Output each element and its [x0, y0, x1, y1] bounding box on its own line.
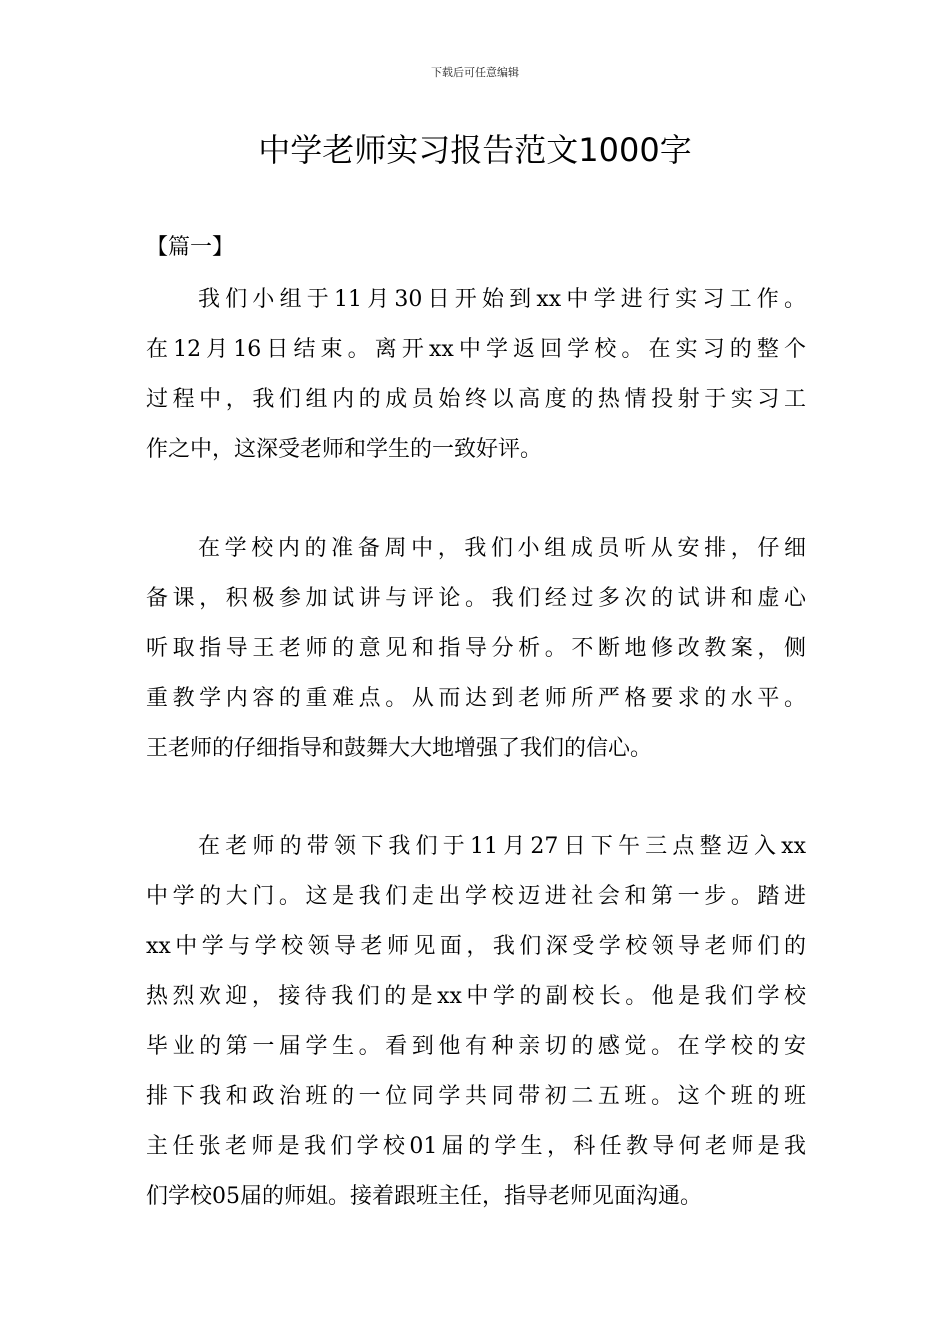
paragraph-line: 中学的大门。这是我们走出学校迈进社会和第一步。踏进 — [146, 884, 806, 909]
paragraph-line: 作之中，这深受老师和学生的一致好评。 — [146, 437, 543, 462]
paragraph-line: 在老师的带领下我们于11月27日下午三点整迈入xx — [198, 834, 806, 859]
paragraph-line: 主任张老师是我们学校01届的学生，科任教导何老师是我 — [146, 1134, 806, 1159]
paragraph-line: 在12月16日结束。离开xx中学返回学校。在实习的整个 — [146, 337, 806, 362]
section-label: 【篇一】 — [146, 235, 235, 260]
document-title: 中学老师实习报告范文1000字 — [258, 131, 692, 169]
paragraph-line: 王老师的仔细指导和鼓舞大大地增强了我们的信心。 — [146, 736, 653, 761]
paragraph-line: xx中学与学校领导老师见面，我们深受学校领导老师们的 — [146, 934, 806, 959]
paragraph-line: 备课，积极参加试讲与评论。我们经过多次的试讲和虚心 — [146, 586, 806, 611]
paragraph-2 — [146, 524, 806, 774]
paragraph-line: 我们小组于11月30日开始到xx中学进行实习工作。 — [198, 287, 806, 312]
paragraph-3 — [146, 822, 806, 1222]
paragraph-line: 排下我和政治班的一位同学共同带初二五班。这个班的班 — [146, 1084, 806, 1109]
paragraph-line: 们学校05届的师姐。接着跟班主任，指导老师见面沟通。 — [146, 1184, 702, 1209]
paragraph-line: 听取指导王老师的意见和指导分析。不断地修改教案，侧 — [146, 636, 806, 661]
paragraph-line: 重教学内容的重难点。从而达到老师所严格要求的水平。 — [146, 686, 806, 711]
paragraph-1 — [146, 275, 806, 475]
paragraph-line: 热烈欢迎，接待我们的是xx中学的副校长。他是我们学校 — [146, 984, 806, 1009]
header-note: 下载后可任意编辑 — [431, 66, 519, 79]
paragraph-line: 毕业的第一届学生。看到他有种亲切的感觉。在学校的安 — [146, 1034, 806, 1059]
paragraph-line: 在学校内的准备周中，我们小组成员听从安排，仔细 — [198, 536, 806, 561]
paragraph-line: 过程中，我们组内的成员始终以高度的热情投射于实习工 — [146, 387, 806, 412]
